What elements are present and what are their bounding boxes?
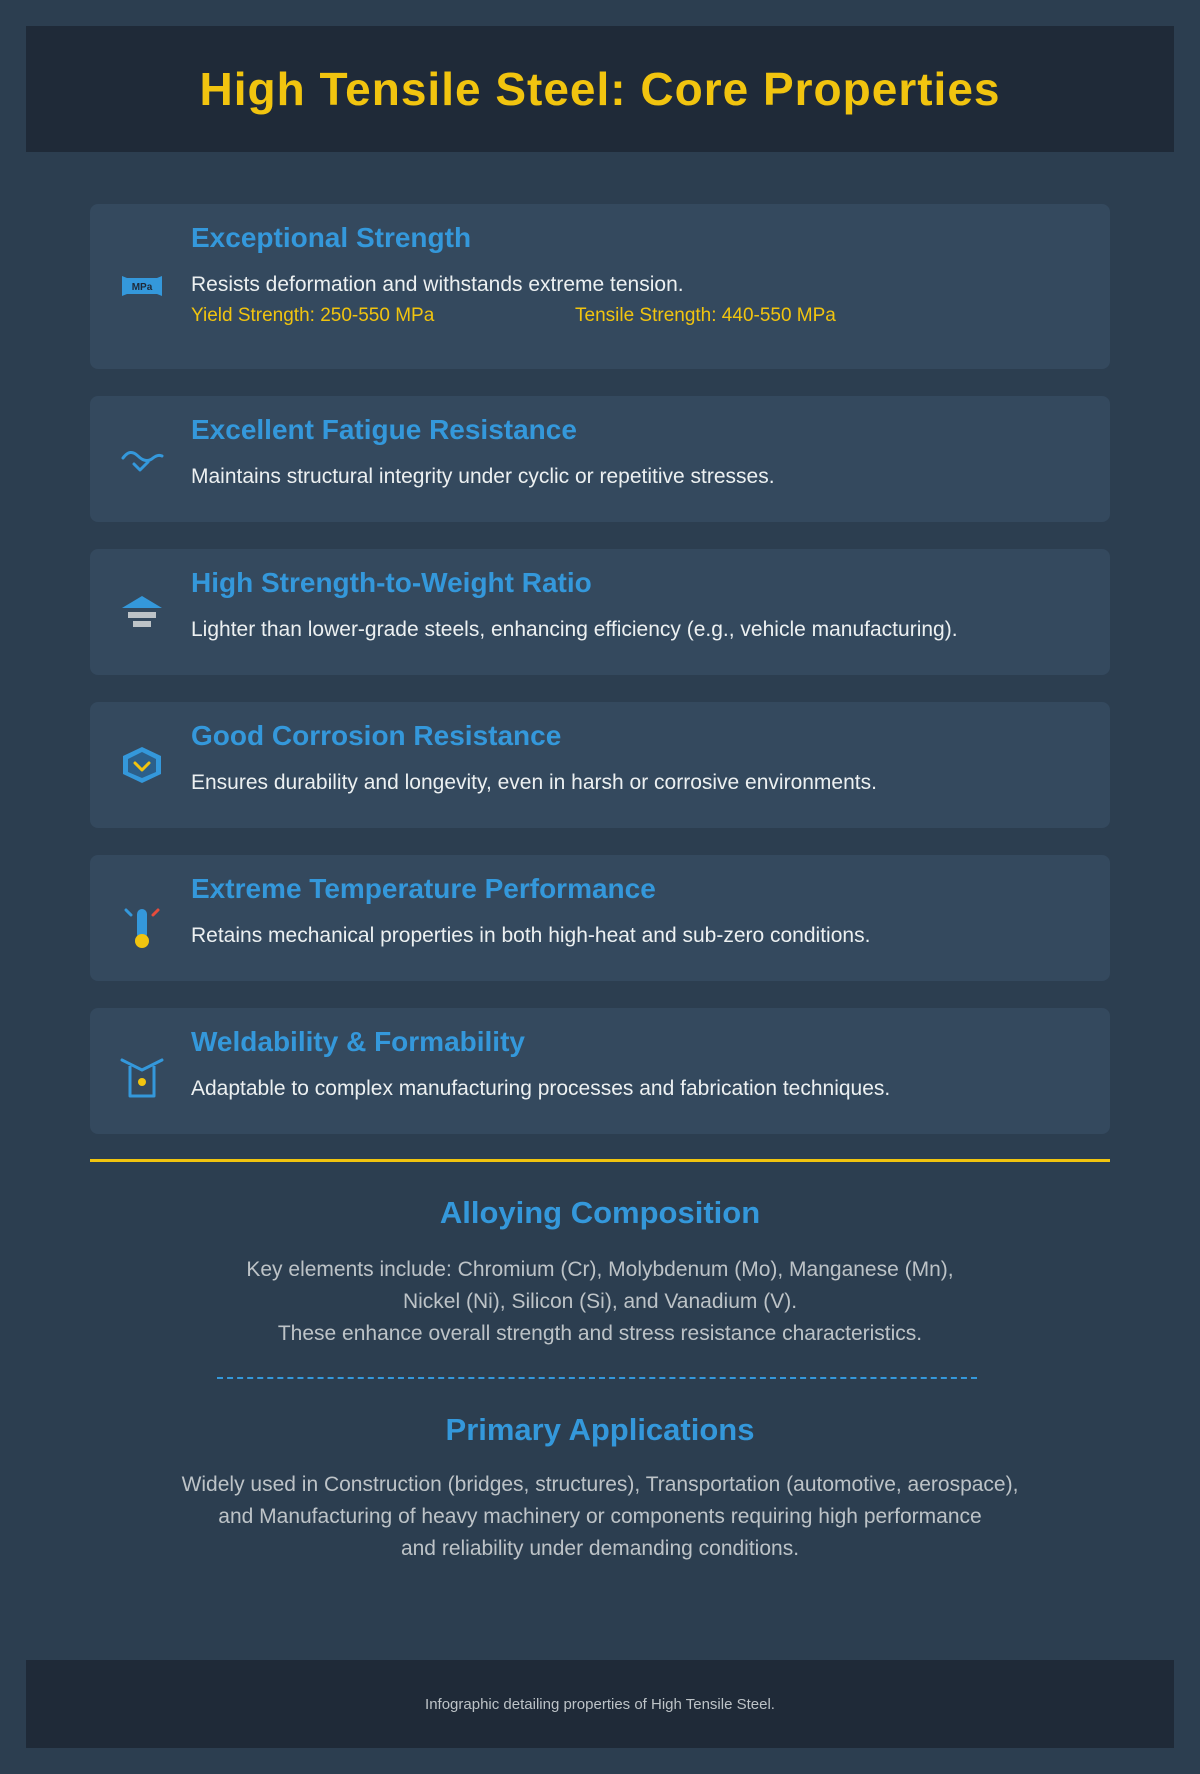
weight-icon [120,592,164,636]
applications-text [0,1469,1200,1565]
property-title: High Strength-to-Weight Ratio [191,567,592,598]
property-card-weldability [90,1008,1110,1134]
applications-line: Widely used in Construction (bridges, structures), Transportation (automotive, aerospace), [181,1473,1019,1496]
thermometer-icon [120,907,164,951]
property-card-strength [90,204,1110,369]
footer-text: Infographic detailing properties of High Tensile Steel. [425,1695,775,1713]
page-title: High Tensile Steel: Core Properties [199,63,1001,115]
property-card-fatigue [90,396,1110,522]
applications-line: and Manufacturing of heavy machinery or components requiring high performance [218,1505,982,1528]
wave-icon [120,436,164,480]
dashed-divider [217,1377,977,1379]
shield-icon [120,743,164,787]
alloying-text [0,1254,1200,1350]
alloying-line: Nickel (Ni), Silicon (Si), and Vanadium (V). [402,1290,798,1313]
property-title: Weldability & Formability [191,1026,525,1057]
applications-title: Primary Applications [445,1412,755,1447]
property-description: Lighter than lower-grade steels, enhancing efficiency (e.g., vehicle manufacturing). [191,618,958,641]
svg-text:MPa: MPa [131,282,153,293]
page-header [26,26,1174,152]
weld-icon [120,1058,164,1102]
property-title: Good Corrosion Resistance [191,720,562,751]
tensile-strength: Tensile Strength: 440-550 MPa [575,305,836,326]
alloying-line: These enhance overall strength and stress resistance characteristics. [277,1322,923,1345]
property-description: Adaptable to complex manufacturing processes and fabrication techniques. [191,1077,891,1100]
page-footer [26,1660,1174,1748]
property-title: Exceptional Strength [191,222,472,253]
alloying-title: Alloying Composition [439,1195,761,1230]
property-description: Resists deformation and withstands extreme tension. [191,273,684,296]
alloying-line: Key elements include: Chromium (Cr), Molybdenum (Mo), Manganese (Mn), [246,1258,954,1281]
applications-line: and reliability under demanding conditions. [400,1537,800,1560]
mpa-gauge-icon [120,264,164,308]
property-title: Extreme Temperature Performance [191,873,656,904]
property-description: Retains mechanical properties in both high-heat and sub-zero conditions. [191,924,871,947]
property-card-corrosion [90,702,1110,828]
property-title: Excellent Fatigue Resistance [191,414,577,445]
property-card-temperature [90,855,1110,981]
yield-strength: Yield Strength: 250-550 MPa [191,305,435,326]
section-divider [90,1159,1110,1162]
property-description: Ensures durability and longevity, even in harsh or corrosive environments. [191,771,877,794]
property-card-weight-ratio [90,549,1110,675]
property-description: Maintains structural integrity under cyclic or repetitive stresses. [191,465,775,488]
